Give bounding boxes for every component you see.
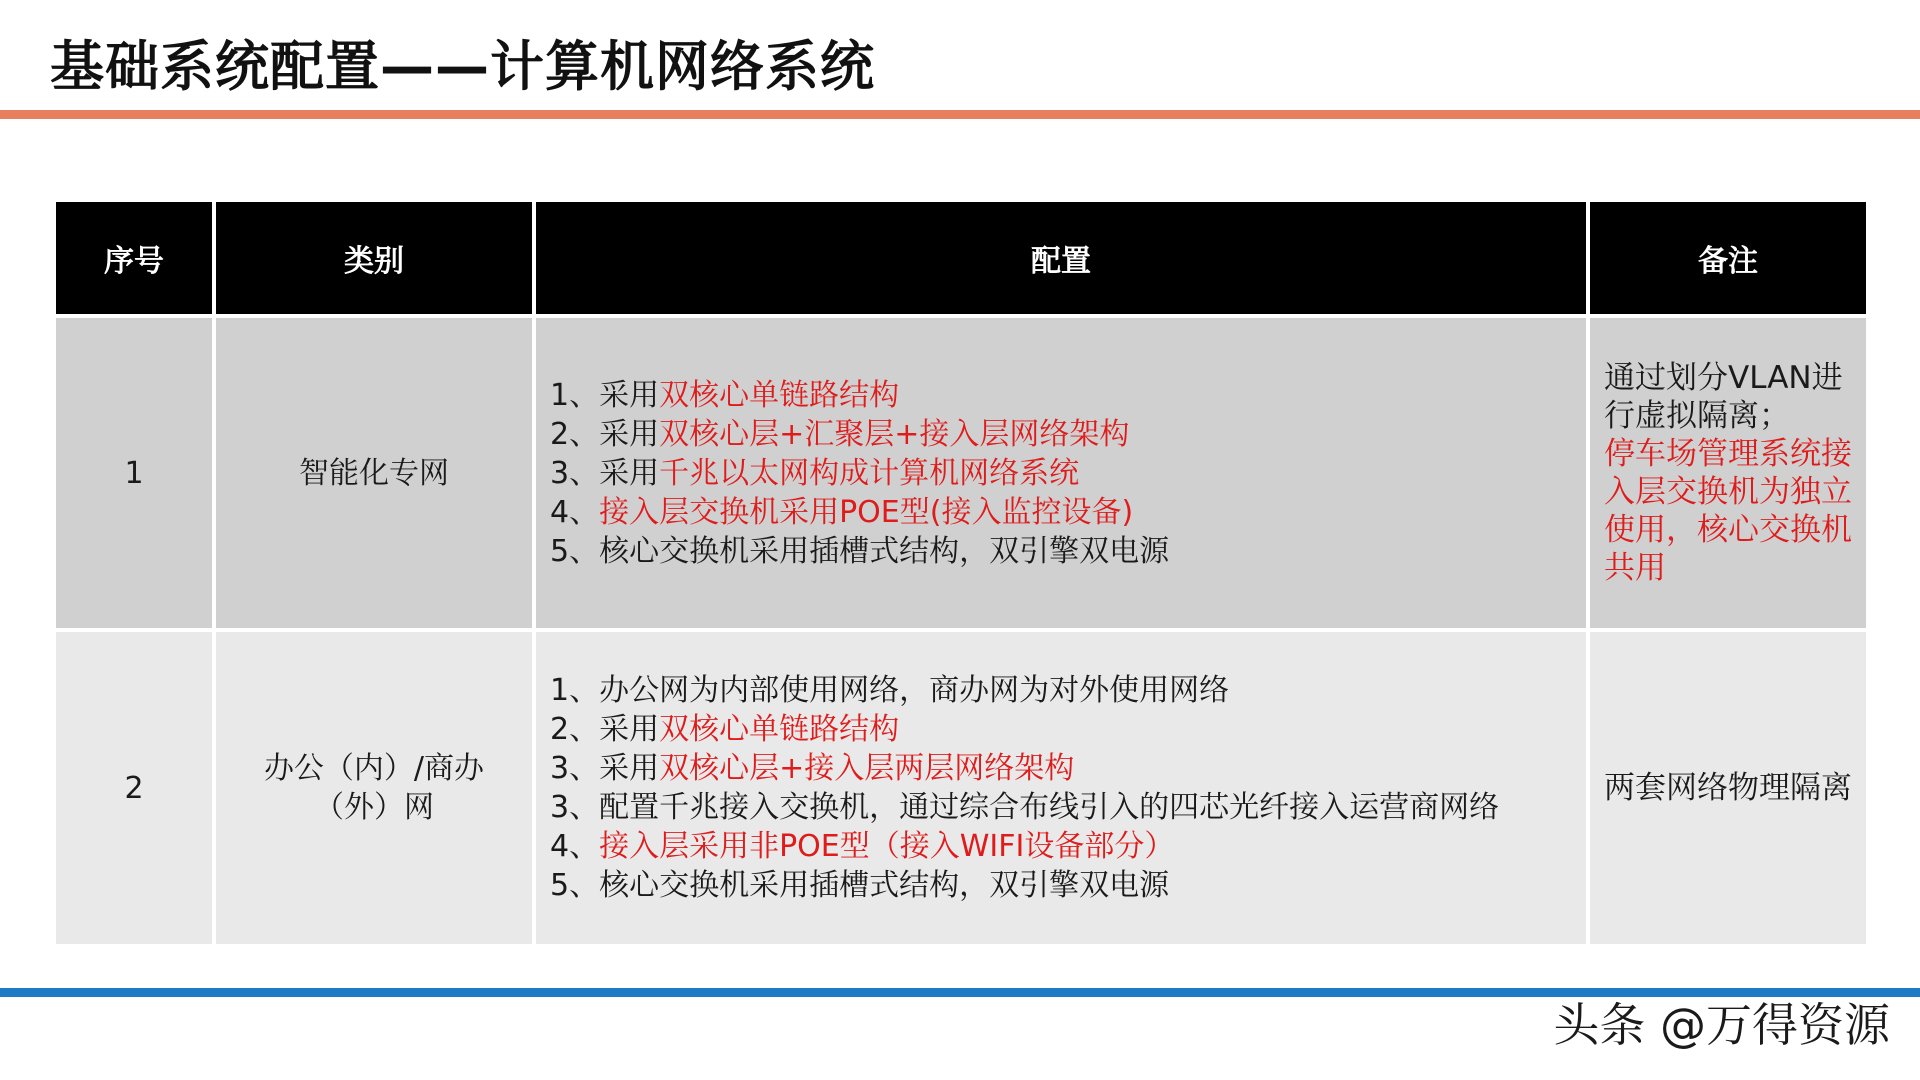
config-line (550, 671, 1586, 710)
header-index: 序号 (56, 202, 212, 314)
config-text: 4、 (550, 494, 600, 530)
config-table-wrapper (56, 198, 1866, 948)
category-label: 智能化专网 (299, 455, 449, 491)
cell-note (1590, 318, 1866, 628)
config-text: 2、采用 (550, 712, 660, 747)
config-text: 2、采用 (550, 416, 660, 452)
cell-config (536, 318, 1586, 628)
config-highlight: 双核心单链路结构 (659, 712, 900, 747)
config-line (550, 454, 1586, 493)
table-header-row (56, 202, 1866, 314)
header-category: 类别 (216, 202, 532, 314)
note-text: 两套网络物理隔离 (1604, 770, 1852, 806)
note-highlight: 停车场管理系统接入层交换机为独立使用，核心交换机共用 (1604, 436, 1852, 586)
config-text: 3、采用 (550, 455, 660, 491)
config-highlight: 双核心层+汇聚层+接入层网络架构 (659, 416, 1130, 452)
cell-category (216, 632, 532, 944)
config-highlight: 千兆以太网构成计算机网络系统 (659, 455, 1080, 491)
config-line (550, 532, 1586, 571)
config-text: 5、核心交换机采用插槽式结构，双引擎双电源 (550, 533, 1170, 569)
cell-category (216, 318, 532, 628)
config-highlight: 接入层交换机采用POE型(接入监控设备) (599, 494, 1134, 530)
cell-index: 2 (56, 632, 212, 944)
config-line (550, 788, 1586, 827)
config-line (550, 866, 1586, 905)
config-line (550, 376, 1586, 415)
category-label: 办公（内）/商办（外）网 (263, 751, 485, 825)
cell-config (536, 632, 1586, 944)
config-text: 1、办公网为内部使用网络，商办网为对外使用网络 (550, 673, 1230, 708)
config-table (52, 198, 1870, 948)
config-text: 5、核心交换机采用插槽式结构，双引擎双电源 (550, 868, 1170, 903)
note-text: 通过划分VLAN进行虚拟隔离； (1604, 360, 1843, 434)
table-row (56, 632, 1866, 944)
config-highlight: 双核心层+接入层两层网络架构 (659, 751, 1075, 786)
config-line (550, 415, 1586, 454)
config-line (550, 493, 1586, 532)
config-text: 1、采用 (550, 377, 660, 413)
config-line (550, 710, 1586, 749)
title-divider (0, 110, 1920, 119)
cell-note (1590, 632, 1866, 944)
watermark: 头条 @万得资源 (1553, 998, 1890, 1052)
config-text: 4、 (550, 829, 600, 864)
config-text: 3、采用 (550, 751, 660, 786)
page-title: 基础系统配置——计算机网络系统 (50, 35, 875, 98)
config-text: 3、配置千兆接入交换机，通过综合布线引入的四芯光纤接入运营商网络 (550, 790, 1500, 825)
table-row (56, 318, 1866, 628)
config-highlight: 接入层采用非POE型（接入WIFI设备部分） (599, 829, 1175, 864)
header-config: 配置 (536, 202, 1586, 314)
header-note: 备注 (1590, 202, 1866, 314)
cell-index: 1 (56, 318, 212, 628)
config-line (550, 827, 1586, 866)
config-line (550, 749, 1586, 788)
config-highlight: 双核心单链路结构 (659, 377, 900, 413)
